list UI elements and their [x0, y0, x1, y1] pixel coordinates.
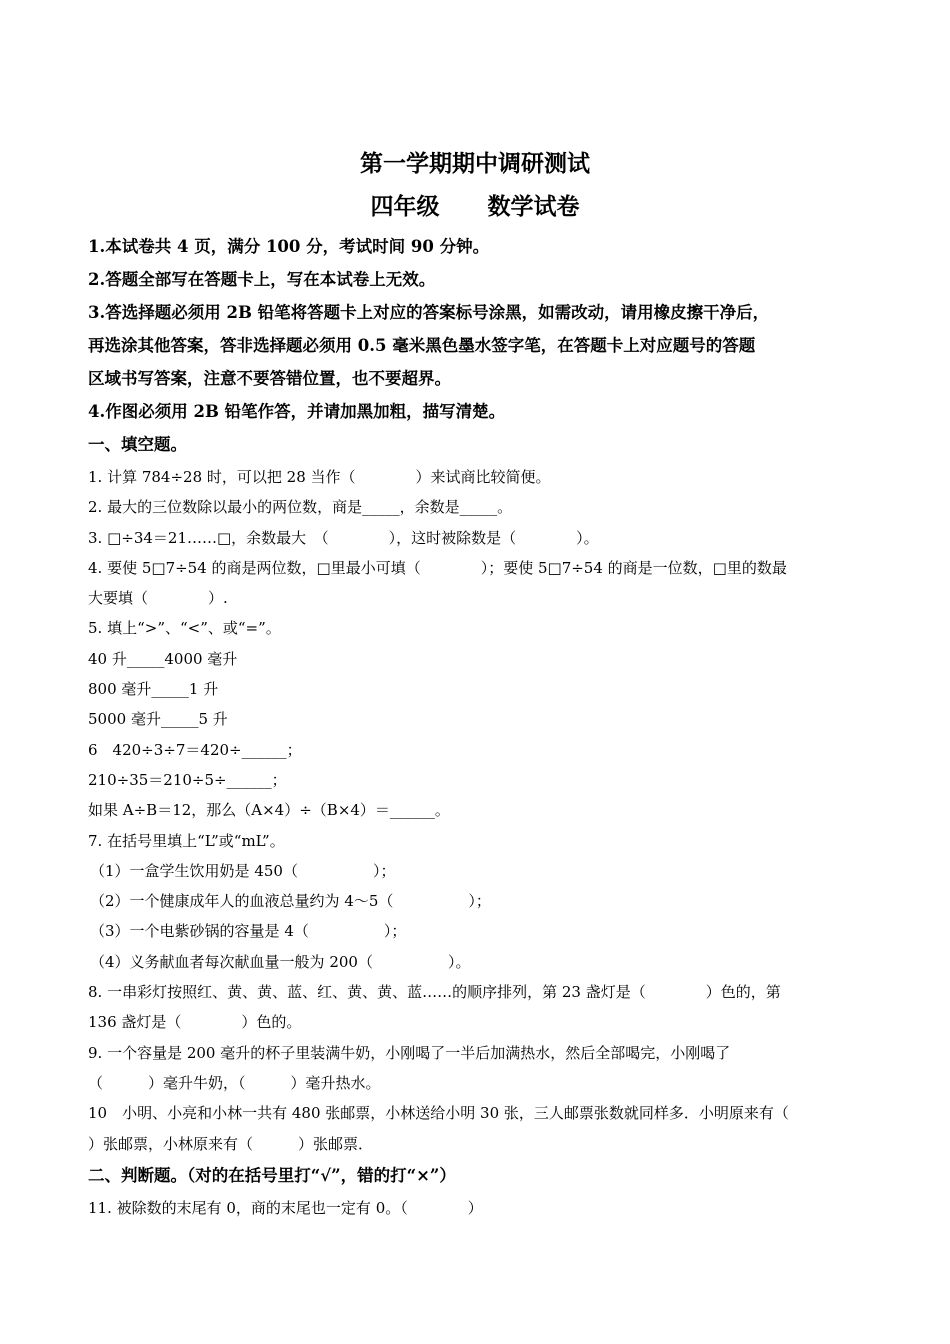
instruction-line: 1.本试卷共 4 页，满分 100 分，考试时间 90 分钟。 [88, 237, 490, 256]
question-line: 1. 计算 784÷28 时，可以把 28 当作（ ）来试商比较简便。 [88, 468, 551, 486]
instruction-line: 3.答选择题必须用 2B 铅笔将答题卡上对应的答案标号涂黑，如需改动，请用橡皮擦干净后， [88, 303, 770, 322]
question-line: 6 420÷3÷7＝420÷______； [88, 740, 302, 759]
question-line: 800 毫升_____1 升 [88, 680, 219, 699]
question-line: （1）一盒学生饮用奶是 450（ ）； [90, 861, 396, 880]
question-line: 8. 一串彩灯按照红、黄、黄、蓝、红、黄、黄、蓝……的顺序排列，第 23 盏灯是（ ）色的，第 [88, 983, 781, 1002]
instruction-line: 再选涂其他答案，答非选择题必须用 0.5 毫米黑色墨水签字笔，在答题卡上对应题号的答题 [88, 336, 756, 355]
question-line: 如果 A÷B＝12，那么（A×4）÷（B×4）＝______。 [88, 801, 450, 820]
question-line: ）张邮票，小林原来有（ ）张邮票． [88, 1134, 374, 1153]
question-line: （4）义务献血者每次献血量一般为 200（ ）。 [90, 952, 471, 971]
question-line: 10 小明、小亮和小林一共有 480 张邮票，小林送给小明 30 张，三人邮票张数就同样多．小明原来有（ [88, 1104, 789, 1123]
section-title-fill-in: 一、填空题。 [88, 435, 187, 454]
question-line: （ ）毫升牛奶，（ ）毫升热水。 [88, 1073, 381, 1092]
instruction-line: 区域书写答案，注意不要答错位置，也不要超界。 [88, 369, 451, 388]
grade-label: 四年级 [370, 193, 440, 220]
question-line: 9. 一个容量是 200 毫升的杯子里装满牛奶，小刚喝了一半后加满热水，然后全部喝完，小刚喝了 [88, 1043, 731, 1062]
question-line: 7. 在括号里填上“L”或“mL”。 [88, 831, 285, 850]
subject-label: 数学试卷 [487, 193, 580, 220]
question-line: 136 盏灯是（ ）色的。 [88, 1013, 302, 1032]
question-line: （3）一个电紫砂锅的容量是 4（ ）； [90, 922, 407, 941]
question-line: 210÷35＝210÷5÷______； [88, 770, 287, 789]
question-line: 3. □÷34＝21……□，余数最大 （ ），这时被除数是（ ）。 [88, 528, 599, 547]
question-line: 5000 毫升_____5 升 [88, 710, 228, 729]
exam-title: 第一学期期中调研测试 [360, 150, 590, 177]
question-line: 11. 被除数的末尾有 0，商的末尾也一定有 0。（ ） [88, 1198, 483, 1217]
exam-content [88, 230, 858, 1223]
instruction-line: 4.作图必须用 2B 铅笔作答，并请加黑加粗，描写清楚。 [88, 402, 506, 421]
question-line: 40 升_____4000 毫升 [88, 649, 238, 668]
question-line: 4. 要使 5□7÷54 的商是两位数，□里最小可填（ ）；要使 5□7÷54 的商是一位数，□里的数最 [88, 558, 787, 577]
instruction-line: 2.答题全部写在答题卡上，写在本试卷上无效。 [88, 270, 436, 289]
section-title-true-false: 二、判断题。（对的在括号里打“√”，错的打“×”） [88, 1165, 456, 1185]
question-line: 大要填（ ）. [88, 589, 228, 608]
question-line: 5. 填上“>”、“<”、或“=”。 [88, 619, 281, 638]
question-line: 2. 最大的三位数除以最小的两位数，商是_____，余数是_____。 [88, 498, 513, 517]
exam-subtitle [0, 188, 950, 221]
question-line: （2）一个健康成年人的血液总量约为 4～5（ ）； [90, 892, 491, 911]
